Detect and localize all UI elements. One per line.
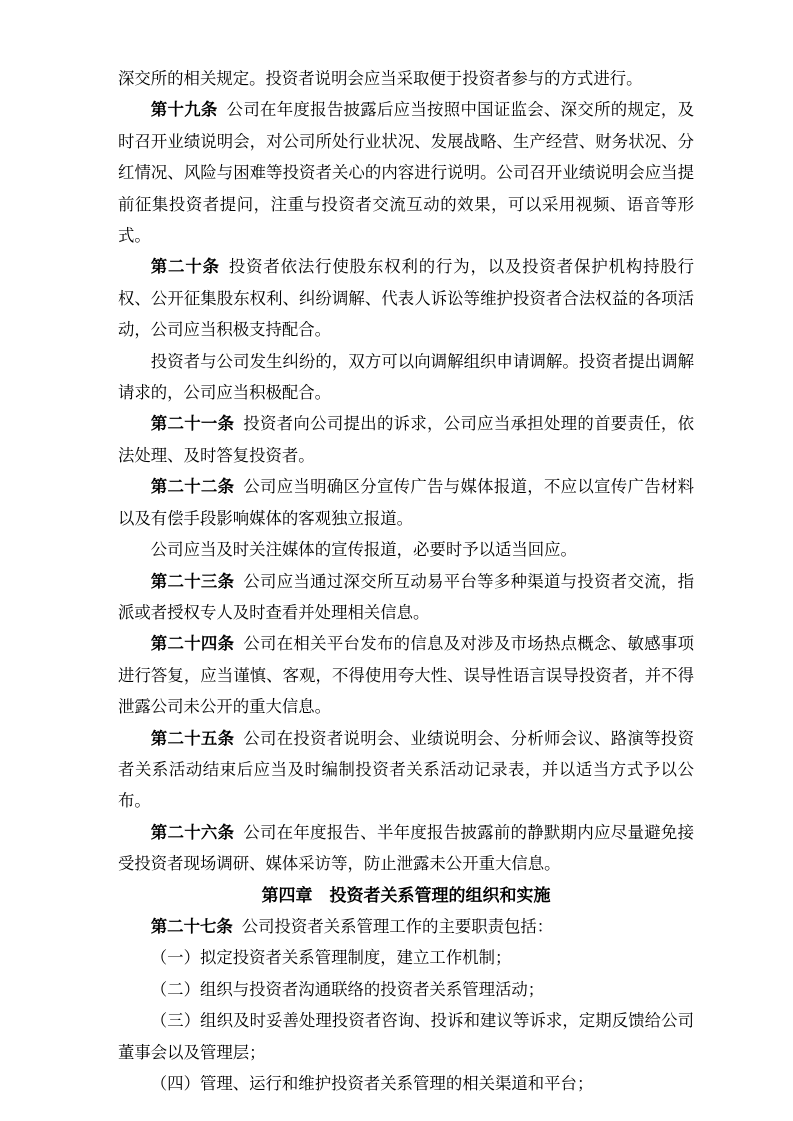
duty-item-1-text: （一）拟定投资者关系管理制度，建立工作机制； <box>150 948 512 968</box>
duty-item-4 <box>118 1068 694 1099</box>
article-22-text: 公司应当明确区分宣传广告与媒体报道，不应以宣传广告材料以及有偿手段影响媒体的客观独立报道。 <box>118 477 694 528</box>
article-21-text: 投资者向公司提出的诉求，公司应当承担处理的首要责任，依法处理、及时答复投资者。 <box>118 414 694 465</box>
article-23-text: 公司应当通过深交所互动易平台等多种渠道与投资者交流，指派或者授权专人及时查看并处理相关信息。 <box>118 571 694 622</box>
chapter-4-title: 投资者关系管理的组织和实施 <box>329 885 551 905</box>
duty-item-3-text: （三）组织及时妥善处理投资者咨询、投诉和建议等诉求，定期反馈给公司董事会以及管理层； <box>118 1011 694 1062</box>
article-25-number: 第二十五条 <box>150 728 235 748</box>
article-19-paragraph <box>118 94 694 251</box>
article-20-paragraph <box>118 251 694 345</box>
document-body <box>118 63 694 1099</box>
article-24-number: 第二十四条 <box>150 634 235 654</box>
duty-item-2 <box>118 974 694 1005</box>
article-27-number: 第二十七条 <box>150 916 233 936</box>
article-23-paragraph <box>118 566 694 629</box>
article-24-paragraph <box>118 628 694 722</box>
article-23-number: 第二十三条 <box>150 571 235 591</box>
article-26-paragraph <box>118 817 694 880</box>
article-21-number: 第二十一条 <box>150 414 235 434</box>
article-22-sub-paragraph <box>118 534 694 565</box>
article-19-text: 公司在年度报告披露后应当按照中国证监会、深交所的规定，及时召开业绩说明会，对公司所处行业状况、发展战略、生产经营、财务状况、分红情况、风险与困难等投资者关心的内容进行说明。公司召开业绩说明会应当提前征集投资者提问，注重与投资者交流互动的效果，可以采用视频、语音等形式。 <box>118 100 694 246</box>
article-22-number: 第二十二条 <box>150 477 235 497</box>
article-21-paragraph <box>118 408 694 471</box>
article-19-number: 第十九条 <box>150 100 218 120</box>
article-25-text: 公司在投资者说明会、业绩说明会、分析师会议、路演等投资者关系活动结束后应当及时编制投资者关系活动记录表，并以适当方式予以公布。 <box>118 728 694 811</box>
article-20-sub-paragraph <box>118 346 694 409</box>
duty-item-4-text: （四）管理、运行和维护投资者关系管理的相关渠道和平台； <box>150 1074 594 1093</box>
article-20-number: 第二十条 <box>150 257 220 277</box>
duty-item-2-text: （二）组织与投资者沟通联络的投资者关系管理活动； <box>150 979 545 999</box>
article-22-sub-text: 公司应当及时关注媒体的宣传报道，必要时予以适当回应。 <box>150 540 577 560</box>
article-27-paragraph <box>118 911 694 942</box>
article-20-text: 投资者依法行使股东权利的行为，以及投资者保护机构持股行权、公开征集股东权利、纠纷调解、代表人诉讼等维护投资者合法权益的各项活动，公司应当积极支持配合。 <box>118 257 695 340</box>
article-24-text: 公司在相关平台发布的信息及对涉及市场热点概念、敏感事项进行答复，应当谨慎、客观，不得使用夸大性、误导性语言误导投资者，并不得泄露公司未公开的重大信息。 <box>118 634 694 717</box>
article-27-text: 公司投资者关系管理工作的主要职责包括： <box>241 916 554 936</box>
article-26-text: 公司在年度报告、半年度报告披露前的静默期内应尽量避免接受投资者现场调研、媒体采访等，防止泄露未公开重大信息。 <box>118 822 694 874</box>
article-22-paragraph <box>118 471 694 534</box>
duty-item-1 <box>118 942 694 973</box>
article-20-sub-text: 投资者与公司发生纠纷的，双方可以向调解组织申请调解。投资者提出调解请求的，公司应当积极配合。 <box>118 351 694 403</box>
duty-item-3 <box>118 1005 694 1068</box>
continuation-paragraph <box>118 63 694 94</box>
article-25-paragraph <box>118 723 694 817</box>
continuation-text: 深交所的相关规定。投资者说明会应当采取便于投资者参与的方式进行。 <box>118 69 643 88</box>
article-26-number: 第二十六条 <box>150 822 235 842</box>
chapter-4-heading <box>118 880 694 911</box>
chapter-4-number: 第四章 <box>261 885 313 905</box>
